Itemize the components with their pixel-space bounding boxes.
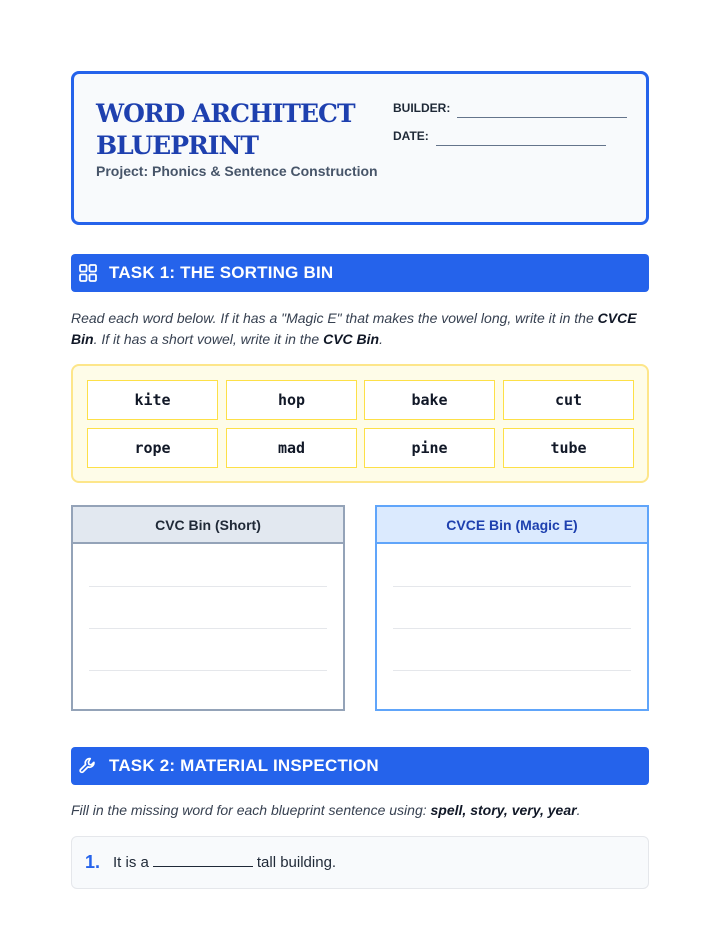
word-card[interactable]: cut (503, 380, 634, 420)
cvc-bin-title: CVC Bin (Short) (73, 507, 343, 544)
word-list: spell, story, very, year (430, 802, 577, 818)
word-card[interactable]: bake (364, 380, 495, 420)
sentence-number: 1. (85, 852, 101, 872)
sentence-text (113, 853, 336, 871)
answer-blank[interactable] (153, 853, 253, 867)
word-card[interactable]: rope (87, 428, 218, 468)
builder-label: BUILDER: (393, 101, 451, 115)
writing-line (89, 628, 327, 629)
cvc-bin[interactable] (71, 505, 345, 711)
task1-header (71, 254, 649, 292)
task2-header (71, 747, 649, 785)
word-card[interactable]: kite (87, 380, 218, 420)
instruction-bin-cvce: CVCE Bin (71, 310, 637, 347)
sentence-end: tall building. (256, 854, 337, 871)
word-bank (71, 364, 649, 483)
instruction-text: . (576, 802, 581, 818)
cvce-bin-title: CVCE Bin (Magic E) (377, 507, 647, 544)
instruction-text: . If it has a short vowel, write it in the (93, 331, 324, 347)
header-card (71, 71, 649, 225)
sentence-start: It is a (113, 854, 149, 871)
word-card[interactable]: hop (226, 380, 357, 420)
task2-title: TASK 2: MATERIAL INSPECTION (109, 756, 379, 775)
word-card[interactable]: pine (364, 428, 495, 468)
task2-instructions (71, 800, 651, 821)
grid-icon (79, 264, 97, 282)
word-card[interactable]: mad (226, 428, 357, 468)
date-label: DATE: (393, 129, 429, 143)
date-field[interactable] (436, 145, 606, 146)
project-subtitle: Project: Phonics & Sentence Construction (96, 163, 378, 179)
writing-line (89, 586, 327, 587)
task1-title: TASK 1: THE SORTING BIN (109, 263, 334, 282)
builder-field[interactable] (457, 117, 627, 118)
writing-line (393, 586, 631, 587)
writing-line (89, 670, 327, 671)
wrench-icon (79, 757, 97, 775)
writing-line (393, 628, 631, 629)
cvce-bin[interactable] (375, 505, 649, 711)
task1-instructions (71, 308, 651, 350)
document-title: WORD ARCHITECT BLUEPRINT (96, 99, 355, 160)
instruction-text: . (379, 331, 383, 347)
instruction-text: Read each word below. If it has a "Magic E" that makes the vowel long, write it in the (71, 310, 598, 326)
sentence-card (71, 836, 649, 889)
instruction-text: Fill in the missing word for each blueprint sentence using: (71, 802, 431, 818)
instruction-bin-cvc: CVC Bin (323, 331, 380, 347)
writing-line (393, 670, 631, 671)
word-card[interactable]: tube (503, 428, 634, 468)
